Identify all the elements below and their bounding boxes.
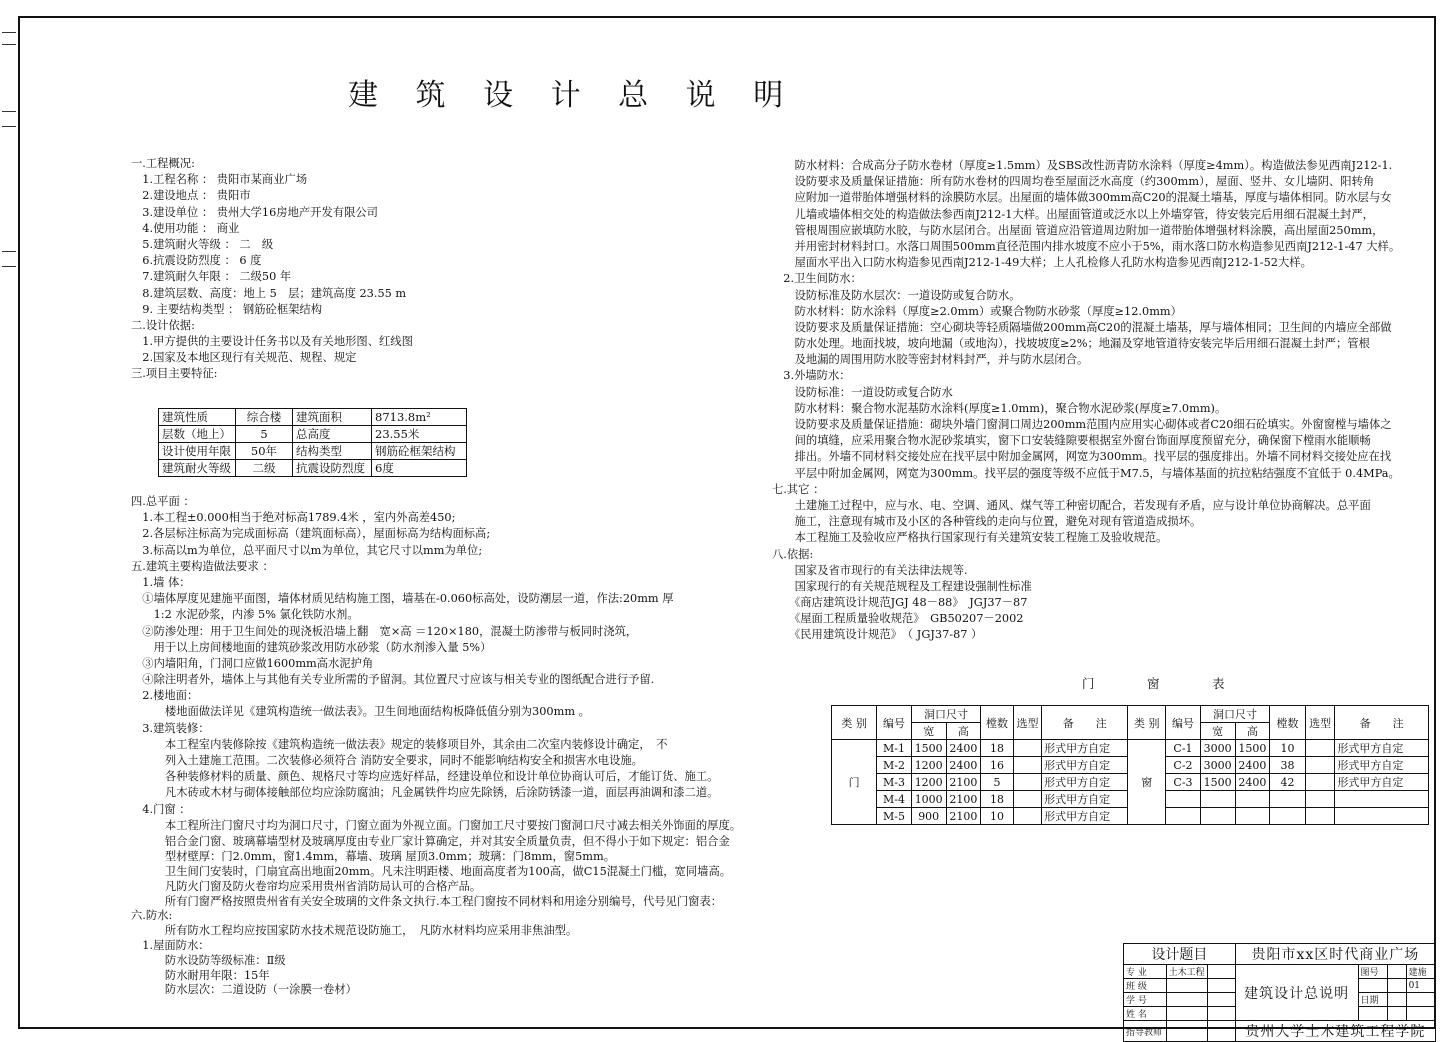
table-cell: 设计使用年限: [159, 443, 236, 460]
door-cell: M-5: [877, 808, 912, 825]
text-line: 9. 主要结构类型 ： 钢筋砼框架结构: [131, 302, 323, 316]
window-cell: 2400: [1235, 774, 1270, 791]
text-line: 2.楼地面：: [131, 689, 199, 703]
window-cell: [1166, 791, 1201, 808]
door-cell: [1013, 740, 1041, 757]
window-cell: [1305, 774, 1334, 791]
tb-sheet-label: 图号: [1358, 965, 1387, 979]
table-row: [159, 460, 467, 477]
window-cell: [1335, 791, 1429, 808]
text-line: 七.其它 ：: [772, 482, 825, 496]
text-line: 五.建筑主要构造做法要求 ：: [131, 559, 274, 573]
header-note: 备 注: [1042, 706, 1128, 740]
design-topic-label: 设计题目: [1124, 944, 1236, 965]
text-line: 2.国家及本地区现行有关规范、规程、规定: [131, 351, 357, 365]
text-line: 2.各层标注标高为完成面标高（建筑面标高），屋面标高为结构面标高;: [131, 527, 491, 541]
window-cell: 3000: [1200, 757, 1235, 774]
text-line: 四.总平面 ：: [131, 495, 195, 508]
table-cell: 建筑耐火等级: [159, 460, 236, 477]
text-line: 铝合金门窗、玻璃幕墙型材及玻璃厚度由专业厂家计算确定，并对其安全质量负责，但不得小于如下规定：铝合金: [131, 834, 730, 848]
window-cell: 形式甲方自定: [1335, 774, 1429, 791]
drawing-name: 建筑设计总说明: [1235, 965, 1358, 1021]
text-line: 六.防水:: [131, 909, 173, 923]
window-cell: [1335, 808, 1429, 825]
window-cell: [1235, 808, 1270, 825]
text-line: 列入土建施工范围。二次装修必须符合 消防安全要求，同时不能影响结构安全和损害水电设施。: [131, 754, 643, 767]
header-category-2: 类 别: [1128, 706, 1166, 740]
text-line: 4.门窗 ：: [131, 802, 191, 816]
tb-row-label: 学 号: [1124, 993, 1167, 1007]
text-line: 设防要求及质量保证措施：所有防水卷材的四周均卷至屋面泛水高度（约300mm），屋面、竖井、女儿墙阴、阳转角: [772, 175, 1375, 189]
table-cell: 建筑性质: [159, 409, 236, 426]
table-cell: 抗震设防烈度: [293, 460, 372, 477]
window-cell: [1166, 808, 1201, 825]
header-code-2: 编号: [1166, 706, 1201, 740]
door-cell: 1200: [911, 774, 946, 791]
door-cell: 2400: [946, 757, 981, 774]
text-line: 国家及省市现行的有关法律法规等.: [772, 563, 968, 577]
window-category: 窗: [1128, 740, 1166, 825]
header-type-2: 选型: [1305, 706, 1334, 740]
door-cell: M-3: [877, 774, 912, 791]
text-line: 并用密封材料封口。水落口周围500mm直径范围内排水坡度不应小于5%，雨水落口防水构造参见西南J212-1-47 大样。: [772, 239, 1401, 253]
binding-margin: [0, 16, 18, 1029]
door-cell: 1500: [911, 740, 946, 757]
table-cell: 层数（地上）: [159, 426, 236, 443]
door-cell: 16: [981, 757, 1014, 774]
header-height-2: 高: [1235, 723, 1270, 740]
door-cell: 1200: [911, 757, 946, 774]
window-cell: [1305, 757, 1334, 774]
text-line: 及地漏的周围用防水胶等密封材料封严，并与防水层闭合。: [772, 353, 1089, 367]
header-width: 宽: [911, 723, 946, 740]
text-line: 2.卫生间防水：: [772, 272, 862, 286]
text-line: 应附加一道带胎体增强材料的涂膜防水层。出屋面的墙体做300mm高C20的混凝土墙基，厚度与墙体相同。防水层与女: [772, 191, 1392, 205]
text-line: 管根周围应嵌填防水胶，与防水层闭合。出屋面 管道应沿管道周边附加一道带胎体增强材料涂膜，高出屋面250mm，: [772, 223, 1384, 237]
door-window-caption: 门 窗 表: [1082, 676, 1245, 691]
window-cell: 形式甲方自定: [1335, 740, 1429, 757]
table-cell: 综合楼: [236, 409, 293, 426]
header-note-2: 备 注: [1335, 706, 1429, 740]
door-cell: 形式甲方自定: [1042, 774, 1128, 791]
text-line: 5.建筑耐火等级 ： 二 级: [131, 237, 274, 251]
tb-sheet-sub: 01: [1406, 979, 1435, 993]
text-line: 设防标准：一道设防或复合防水: [772, 385, 953, 399]
window-cell: [1270, 808, 1306, 825]
text-line: 防水材料：聚合物水泥基防水涂料(厚度≥1.0mm)，聚合物水泥砂浆(厚度≥7.0mm)。: [772, 401, 1227, 415]
text-line: 本工程室内装修除按《建筑构造统一做法表》规定的装修项目外，其余由二次室内装修设计确定， 不: [131, 737, 668, 751]
text-line: 2.建设地点 ： 贵阳市: [131, 189, 251, 203]
door-cell: [1013, 774, 1041, 791]
window-cell: [1235, 791, 1270, 808]
text-line: 排出。外墙不同材料交接处应在找平层中附加金属网，网宽为300mm。找平层的强度排出。外墙不同材料交接处应在找: [772, 450, 1392, 464]
door-cell: 2100: [946, 791, 981, 808]
text-line: 1.墙 体：: [131, 575, 191, 589]
door-cell: 2100: [946, 774, 981, 791]
window-cell: 10: [1270, 740, 1306, 757]
door-cell: 形式甲方自定: [1042, 740, 1128, 757]
door-cell: 18: [981, 740, 1014, 757]
tb-row-label: 班 级: [1124, 979, 1167, 993]
text-line: 1:2 水泥砂浆，内渗 5% 氯化铁防水剂。: [131, 608, 359, 622]
window-cell: [1305, 791, 1334, 808]
text-line: 型材壁厚：门2.0mm，窗1.4mm，幕墙、玻璃 屋顶3.0mm；玻璃：门8mm，窗5mm。: [131, 850, 616, 864]
door-window-table: [831, 705, 1429, 825]
header-count: 樘数: [981, 706, 1014, 740]
text-line: 设防要求及质量保证措施：砌块外墙门窗洞口周边200mm范围内应用实心砌体或者C20细石砼填实。外窗窗樘与墙体之: [772, 418, 1392, 431]
page-title: 建 筑 设 计 总 说 明: [348, 78, 798, 113]
text-line: 6.抗震设防烈度 ： 6 度: [131, 254, 262, 268]
door-cell: 2400: [946, 740, 981, 757]
tb-row-label: 指导教师: [1124, 1021, 1167, 1042]
text-line: 4.使用功能 ： 商业: [131, 221, 240, 235]
table-cell: 建筑面积: [293, 409, 372, 426]
school-name: 贵州大学土木建筑工程学院: [1235, 1021, 1435, 1042]
tb-date-label: 日期: [1358, 993, 1387, 1007]
text-line: 3.建设单位 ： 贵州大学16房地产开发有限公司: [131, 205, 378, 219]
text-line: 儿墙或墙体相交处的构造做法参西南J212-1大样。出屋面管道或泛水以上外墙穿管，待安装完后用细石混凝土封严，: [772, 207, 1374, 221]
text-line: 《民用建筑设计规范》 （ JGJ37-87 ）: [772, 628, 983, 642]
door-cell: [1013, 757, 1041, 774]
text-line: 平层中附加金属网，网宽为300mm。找平层的强度等级不应低于M7.5，与墙体基面的抗拉粘结强度不宜低于 0.4MPa。: [772, 466, 1400, 480]
text-line: 防水材料：合成高分子防水卷材（厚度≥1.5mm）及SBS改性沥青防水涂料（厚度≥4mm）。构造做法参见西南J212-1.: [772, 159, 1393, 172]
door-cell: M-2: [877, 757, 912, 774]
text-line: 3.标高以m为单位，总平面尺寸以m为单位，其它尺寸以mm为单位;: [131, 543, 483, 557]
table-row: [159, 443, 467, 460]
text-line: 3.建筑装修：: [131, 721, 210, 735]
text-line: 一.工程概况:: [131, 157, 195, 170]
header-height: 高: [946, 723, 981, 740]
header-opening: 洞口尺寸: [911, 706, 980, 723]
header-code: 编号: [877, 706, 912, 740]
text-line: 7.建筑耐久年限 ： 二级50 年: [131, 270, 292, 284]
text-line: ①墙体厚度见建施平面图，墙体材质见结构施工图，墙基在-0.060标高处，设防潮层一道，作法:20mm 厚: [131, 592, 674, 606]
door-cell: 900: [911, 808, 946, 825]
window-cell: [1305, 740, 1334, 757]
text-line: 卫生间门安装时，门扇宜高出地面20mm。凡未注明距楼、地面高度者为100高，做C15混凝土门槛，宽同墙高。: [131, 864, 732, 878]
window-cell: [1305, 808, 1334, 825]
table-cell: 5: [236, 426, 293, 443]
door-cell: [1013, 791, 1041, 808]
door-category: 门: [832, 740, 877, 825]
text-line: 3.外墙防水：: [772, 369, 851, 383]
door-cell: 10: [981, 808, 1014, 825]
project-name: 贵阳市xx区时代商业广场: [1235, 944, 1435, 965]
header-count-2: 樘数: [1270, 706, 1306, 740]
text-line: 二.设计依据:: [131, 318, 195, 332]
text-line: 凡防火门窗及防火卷帘均应采用贵州省消防局认可的合格产品。: [131, 879, 482, 893]
door-cell: M-4: [877, 791, 912, 808]
door-cell: 形式甲方自定: [1042, 808, 1128, 825]
text-line: 土建施工过程中，应与水、电、空调、通风、煤气等工种密切配合，若发现有矛盾，应与设计单位协商解决。总平面: [772, 498, 1371, 512]
window-cell: [1270, 791, 1306, 808]
text-line: 《商店建筑设计规范JGJ 48－88》 JGJ37－87: [772, 596, 1028, 610]
text-line: 1.屋面防水：: [131, 938, 210, 952]
door-cell: 18: [981, 791, 1014, 808]
right-column-text: [772, 158, 1400, 644]
text-line: 防水处理。地面找坡，坡向地漏（或地沟），找坡坡度≥2%；地漏及穿地管道待安装完毕后用细石混凝土封严；管根: [772, 337, 1370, 351]
text-line: 1.甲方提供的主要设计任务书以及有关地形图、红线图: [131, 335, 413, 349]
door-cell: 1000: [911, 791, 946, 808]
text-line: 设防要求及质量保证措施：空心砌块等轻质隔墙做200mm高C20的混凝土墙基，厚与墙体相同；卫生间的内墙应全部做: [772, 320, 1392, 334]
table-cell: 钢筋砼框架结构: [372, 443, 467, 460]
window-cell: 1500: [1200, 774, 1235, 791]
window-cell: [1200, 808, 1235, 825]
table-cell: 结构类型: [293, 443, 372, 460]
door-cell: 形式甲方自定: [1042, 791, 1128, 808]
text-line: ③内墙阳角，门洞口应做1600mm高水泥护角: [131, 656, 374, 670]
window-cell: 2400: [1235, 757, 1270, 774]
text-line: 防水材料：防水涂料（厚度≥2.0mm）或聚合物防水砂浆（厚度≥12.0mm）: [772, 304, 1182, 318]
text-line: 1.本工程±0.000相当于绝对标高1789.4米 ，室内外高差450;: [131, 511, 456, 525]
text-line: 本工程施工及验收应严格执行国家现行有关建筑安装工程施工及验收规范。: [772, 531, 1168, 545]
text-line: 间的填缝，应采用聚合物水泥砂浆填实，窗下口安装缝隙要根据室外窗台饰面厚度预留充分，确保窗下樘雨水能顺畅: [772, 434, 1371, 448]
text-line: 设防标准及防水层次：一道设防或复合防水。: [772, 288, 1021, 302]
tb-row-label: 专 业: [1124, 965, 1167, 979]
window-cell: C-3: [1166, 774, 1201, 791]
door-cell: 形式甲方自定: [1042, 757, 1128, 774]
left-column-overview: [131, 156, 413, 383]
table-cell: 总高度: [293, 426, 372, 443]
header-type: 选型: [1013, 706, 1041, 740]
tb-major: 土木工程: [1166, 965, 1207, 979]
door-cell: 2100: [946, 808, 981, 825]
title-block: [1123, 943, 1436, 1042]
text-line: 防水耐用年限：15年: [131, 968, 270, 982]
text-line: 防水层次：二道设防（一涂膜一卷材）: [131, 983, 357, 997]
text-line: 防水设防等级标准：Ⅱ级: [131, 953, 286, 967]
text-line: 楼地面做法详见《建筑构造统一做法表》。卫生间地面结构板降低值分别为300mm 。: [131, 705, 590, 719]
text-line: 各种装修材料的质量、颜色、规格尺寸等均应选好样品，经建设单位和设计单位协商认可后，才能订货、施工。: [131, 770, 719, 784]
window-cell: 3000: [1200, 740, 1235, 757]
text-line: 所有门窗严格按照贵州省有关安全玻璃的文件条文执行.本工程门窗按不同材料和用途分别编号，代号见门窗表：: [131, 894, 723, 908]
door-cell: [1013, 808, 1041, 825]
window-cell: C-2: [1166, 757, 1201, 774]
tb-row-label: 姓 名: [1124, 1007, 1167, 1021]
table-cell: 23.55米: [372, 426, 467, 443]
table-row: [832, 740, 1429, 757]
text-line: 三.项目主要特征:: [131, 367, 218, 381]
window-cell: 42: [1270, 774, 1306, 791]
header-width-2: 宽: [1200, 723, 1235, 740]
left-column-details: [131, 494, 741, 998]
text-line: 所有防水工程均应按国家防水技术规范设防施工， 凡防水材料均应采用非焦油型。: [131, 924, 578, 938]
text-line: 用于以上房间楼地面的建筑砂浆改用防水砂浆（防水剂渗入量 5%）: [131, 640, 492, 654]
window-cell: C-1: [1166, 740, 1201, 757]
text-line: 本工程所注门窗尺寸均为洞口尺寸，门窗立面为外视立面。门窗加工尺寸要按门窗洞口尺寸减去相关外饰面的厚度。: [131, 818, 742, 832]
window-cell: 1500: [1235, 740, 1270, 757]
text-line: 8.建筑层数、高度：地上 5 层；建筑高度 23.55 m: [131, 286, 407, 300]
text-line: 《屋面工程质量验收规范》 GB50207－2002: [772, 612, 1024, 626]
text-line: ②防渗处理：用于卫生间处的现浇板沿墙上翻 宽×高 ＝120×180，混凝土防渗带与板同时浇筑，: [131, 624, 638, 638]
door-cell: M-1: [877, 740, 912, 757]
table-cell: 6度: [372, 460, 467, 477]
table-cell: 8713.8m²: [372, 409, 467, 426]
window-cell: [1200, 791, 1235, 808]
text-line: 八.依据:: [772, 547, 814, 561]
text-line: 屋面水平出入口防水构造参见西南J212-1-49大样；上人孔检修人孔防水构造参见西南J212-1-52大样。: [772, 256, 1312, 270]
tb-sheet-no: 建施: [1406, 965, 1435, 979]
text-line: 施工，注意现有城市及小区的各种管线的走向与位置，避免对现有管道造成损坏。: [772, 515, 1202, 529]
table-cell: 50年: [236, 443, 293, 460]
window-cell: 形式甲方自定: [1335, 757, 1429, 774]
text-line: 1.工程名称 ： 贵阳市某商业广场: [131, 173, 308, 187]
text-line: 凡木砖或木材与砌体接触部位均应涂防腐油；凡金属铁件均应先除锈，后涂防锈漆一道，面层再油调和漆二道。: [131, 786, 719, 800]
header-opening-2: 洞口尺寸: [1200, 706, 1269, 723]
table-row: [159, 409, 467, 426]
features-table: [158, 408, 467, 477]
door-cell: 5: [981, 774, 1014, 791]
table-row: [159, 426, 467, 443]
window-cell: 38: [1270, 757, 1306, 774]
header-category: 类 别: [832, 706, 877, 740]
text-line: ④除注明者外，墙体上与其他有关专业所需的予留洞。其位置尺寸应该与相关专业的图纸配合进行予留.: [131, 673, 655, 687]
text-line: 国家现行的有关规范规程及工程建设强制性标准: [772, 579, 1032, 593]
table-cell: 二级: [236, 460, 293, 477]
